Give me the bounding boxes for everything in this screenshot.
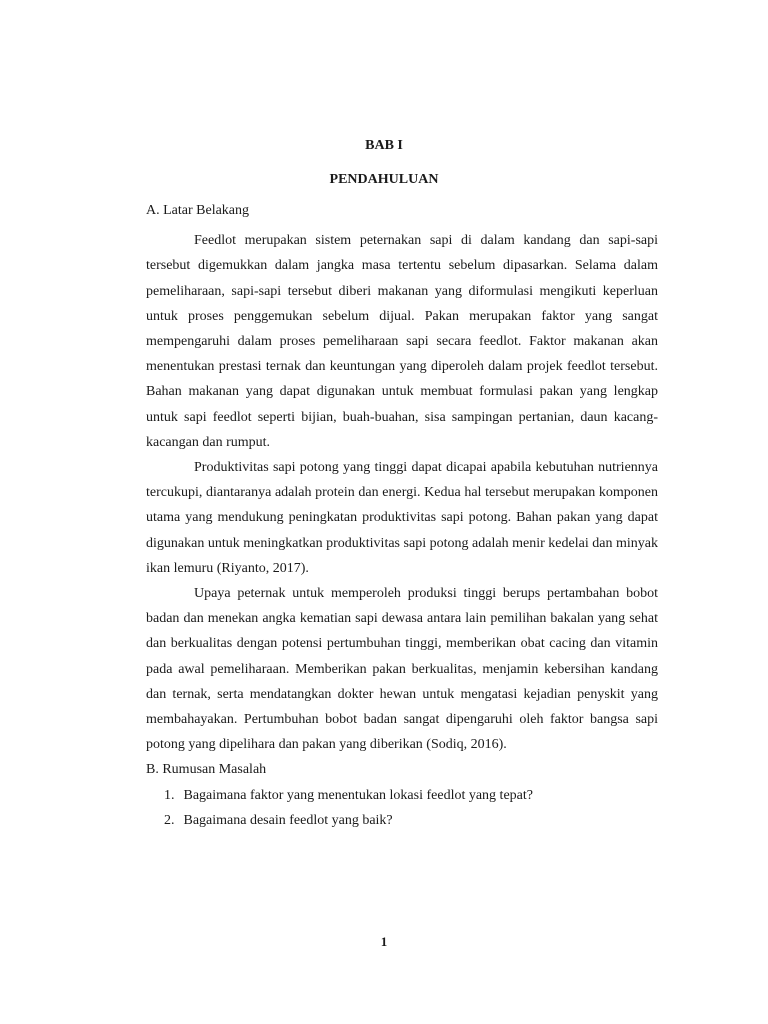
- paragraph: Produktivitas sapi potong yang tinggi dapat dicapai apabila kebutuhan nutriennya tercukupi, diantaranya adalah protein dan energi. Kedua hal tersebut merupakan komponen utama yang mendukung peningkatan produktivitas sapi potong. Bahan pakan yang dapat digunakan untuk meningkatkan produktivitas sapi potong adalah menir kedelai dan minyak ikan lemuru (Riyanto, 2017).: [146, 460, 658, 576]
- list-item: [146, 783, 658, 808]
- section-a-heading: A. Latar Belakang: [146, 203, 250, 218]
- list-item-text: Bagaimana desain feedlot yang baik?: [183, 812, 393, 828]
- chapter-title: PENDAHULUAN: [329, 172, 439, 187]
- list-item-number: 2.: [164, 812, 175, 828]
- paragraph: Feedlot merupakan sistem peternakan sapi di dalam kandang dan sapi-sapi tersebut digemukkan dalam jangka masa tertentu sebelum dipasarkan. Selama dalam pemeliharaan, sapi-sapi tersebut diberi makanan yang diformulasi mengikuti keperluan untuk proses penggemukan sebelum dijual. Pakan merupakan faktor yang sangat mempengaruhi dalam proses pemeliharaan sapi secara feedlot. Faktor makanan akan menentukan prestasi ternak dan keuntungan yang diperoleh dalam projek feedlot tersebut. Bahan makanan yang dapat digunakan untuk membuat formulasi pakan yang lengkap untuk sapi feedlot seperti bijian, buah-buahan, sisa sampingan pertanian, daun kacang-kacangan dan rumput.: [146, 233, 658, 450]
- list-item-number: 1.: [164, 787, 175, 803]
- problem-list: [146, 783, 658, 833]
- section-b-heading: B. Rumusan Masalah: [146, 762, 267, 778]
- list-item-text: Bagaimana faktor yang menentukan lokasi feedlot yang tepat?: [183, 787, 533, 803]
- paragraph: Upaya peternak untuk memperoleh produksi tinggi berups pertambahan bobot badan dan menekan angka kematian sapi dewasa antara lain pemilihan bakalan yang sehat dan berkualitas dengan potensi pertumbuhan tinggi, memberikan obat cacing dan vitamin pada awal pemeliharaan. Memberikan pakan berkualitas, menjamin kebersihan kandang dan ternak, serta mendatangkan dokter hewan untuk mengatasi kejadian penyskit yang membahayakan. Pertumbuhan bobot badan sangat dipengaruhi oleh faktor bangsa sapi potong yang dipelihara dan pakan yang diberikan (Sodiq, 2016).: [146, 586, 658, 753]
- page-number: 1: [380, 934, 388, 949]
- list-item: [146, 808, 658, 833]
- body-text: [146, 198, 658, 833]
- chapter-number: BAB I: [365, 138, 403, 153]
